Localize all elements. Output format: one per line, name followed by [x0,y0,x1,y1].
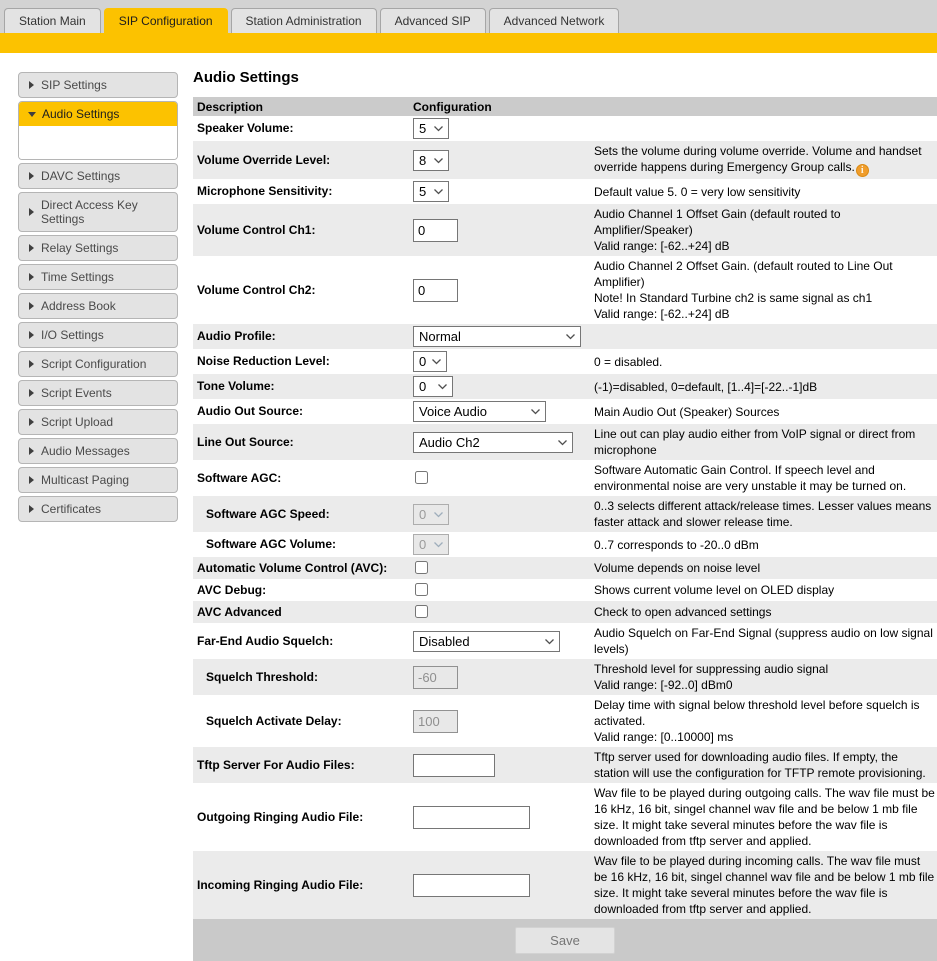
chevron-right-icon [29,505,34,513]
select-value: 5 [419,121,427,136]
tab-advanced-sip[interactable]: Advanced SIP [380,8,486,33]
row-label: Outgoing Ringing Audio File: [197,809,364,824]
tftp-server-for-audio-files-input[interactable] [413,754,495,777]
row-config-cell [413,118,594,139]
table-row [193,116,937,141]
content-panel [193,53,937,961]
tab-station-main[interactable]: Station Main [4,8,101,33]
page-title: Audio Settings [193,69,299,86]
table-row [193,141,937,179]
row-label: Speaker Volume: [197,121,294,135]
squelch-threshold-input [413,666,458,689]
chevron-down-icon [557,439,568,446]
note-text: Valid range: [-62..+24] dB [594,307,730,321]
note-text: Valid range: [-92..0] dBm0 [594,678,733,692]
note-text: Audio Squelch on Far-End Signal (suppress audio on low signal levels) [594,626,933,656]
note-text: 0..3 selects different attack/release times. Lesser values means faster attack and slower release time. [594,499,932,529]
note-text: Wav file to be played during incoming calls. The wav file must be 16 kHz, 16 bit, singel channel wav file and be below 1 mb file size. It might take several minutes before the wav file is downloaded from tftp server and applied. [594,854,935,916]
note-text: Note! In Standard Turbine ch2 is same signal as ch1 [594,291,873,305]
sidebar-item-label: I/O Settings [41,328,104,342]
row-note [594,206,937,254]
table-row [193,601,937,623]
table-row [193,783,937,851]
row-note [594,749,937,781]
save-button[interactable]: Save [515,927,615,954]
note-text: Valid range: [0..10000] ms [594,730,734,744]
chevron-down-icon [565,333,576,340]
audio-profile-select[interactable] [413,326,581,347]
row-label: Tone Volume: [197,379,275,393]
row-note [594,853,937,917]
sidebar-item-label: DAVC Settings [41,169,121,183]
automatic-volume-control-avc-checkbox[interactable] [415,561,428,574]
select-value: 0 [419,354,427,369]
row-label: Volume Override Level: [197,152,331,167]
sidebar-item-label: Direct Access Key Settings [41,198,138,226]
row-label: Volume Control Ch2: [197,282,316,297]
sidebar-item-i-o-settings[interactable] [18,322,178,348]
note-text: (-1)=disabled, 0=default, [1..4]=[-22..-1]dB [594,379,818,394]
table-row [193,460,937,496]
sidebar-item-script-configuration[interactable] [18,351,178,377]
row-config-cell [413,401,594,422]
table-row [193,532,937,557]
row-note [594,258,937,322]
table-row [193,659,937,695]
tab-advanced-network[interactable]: Advanced Network [489,8,620,33]
tab-bar [0,0,937,33]
row-label: Volume Control Ch1: [197,222,316,237]
chevron-right-icon [29,81,34,89]
sidebar-group-audio-settings [18,101,178,160]
row-label: Line Out Source: [197,434,294,449]
row-label: Tftp Server For Audio Files: [197,757,355,772]
row-config-cell [413,181,594,202]
row-label: Microphone Sensitivity: [197,184,333,198]
sidebar-item-label: Time Settings [41,270,114,284]
row-note [594,604,937,620]
chevron-right-icon [29,360,34,368]
row-label: Audio Profile: [197,329,276,343]
row-note [594,184,937,200]
speaker-volume-select[interactable] [413,118,449,139]
sidebar [18,72,178,525]
table-header [193,97,937,116]
table-row [193,747,937,783]
sidebar-item-label: Multicast Paging [41,473,130,487]
sidebar-item-relay-settings[interactable] [18,235,178,261]
sidebar-item-script-events[interactable] [18,380,178,406]
row-note [594,143,937,177]
note-text: Line out can play audio either from VoIP signal or direct from microphone [594,427,916,457]
row-config-cell [413,806,594,829]
row-note [594,560,937,576]
select-value: Disabled [419,633,470,649]
table-row [193,496,937,532]
table-row [193,399,937,424]
avc-debug-checkbox[interactable] [415,583,428,596]
chevron-right-icon [29,331,34,339]
note-text: Valid range: [-62..+24] dB [594,239,730,253]
table-row [193,349,937,374]
row-config-cell [413,279,594,302]
row-note [594,462,937,494]
chevron-down-icon [431,358,442,365]
col-header-description: Description [197,99,264,114]
row-config-cell [413,534,594,555]
outgoing-ringing-audio-file-input[interactable] [413,806,530,829]
select-value: 0 [419,537,427,552]
sidebar-item-label: Script Upload [41,415,114,429]
chevron-down-icon [28,112,36,117]
sidebar-item-label: Relay Settings [41,241,119,255]
note-text: Tftp server used for downloading audio files. If empty, the station will use the configuration for TFTP remote provisioning. [594,750,926,780]
avc-advanced-checkbox[interactable] [415,605,428,618]
software-agc-speed-select [413,504,449,525]
row-config-cell [413,432,594,453]
row-label: Software AGC Volume: [206,537,337,551]
volume-override-level-select[interactable] [413,150,449,171]
note-text: 0..7 corresponds to -20..0 dBm [594,537,759,552]
table-row [193,204,937,256]
select-value: 8 [419,152,427,168]
tone-volume-select[interactable] [413,376,453,397]
row-note [594,582,937,598]
chevron-down-icon [530,408,541,415]
note-text: Software Automatic Gain Control. If speech level and environmental noise are very unstable it may be turned on. [594,463,907,493]
chevron-right-icon [29,447,34,455]
row-config-cell [413,469,594,487]
row-config-cell [413,581,594,599]
row-config-cell [413,150,594,171]
row-config-cell [413,631,594,652]
chevron-right-icon [29,208,34,216]
table-row [193,424,937,460]
note-text: Threshold level for suppressing audio signal [594,662,829,676]
note-text: 0 = disabled. [594,354,663,369]
row-label: Far-End Audio Squelch: [197,633,334,648]
row-config-cell [413,219,594,242]
sidebar-item-time-settings[interactable] [18,264,178,290]
volume-control-ch1-input[interactable] [413,219,458,242]
row-note [594,697,937,745]
sidebar-item-label: Certificates [41,502,102,516]
row-label: Noise Reduction Level: [197,354,330,368]
note-text: Check to open advanced settings [594,605,772,619]
chevron-right-icon [29,273,34,281]
row-label: Squelch Threshold: [206,669,319,684]
chevron-right-icon [29,389,34,397]
sidebar-item-script-upload[interactable] [18,409,178,435]
chevron-down-icon [433,541,444,548]
sidebar-item-audio-messages[interactable] [18,438,178,464]
row-config-cell [413,504,594,525]
table-row [193,256,937,324]
chevron-down-icon [433,125,444,132]
table-row [193,557,937,579]
sidebar-item-address-book[interactable] [18,293,178,319]
chevron-down-icon [437,383,448,390]
row-label: Software AGC Speed: [206,506,330,521]
sidebar-item-label: Script Events [41,386,112,400]
audio-out-source-select[interactable] [413,401,546,422]
row-label: Squelch Activate Delay: [206,713,342,728]
row-config-cell [413,710,594,733]
table-row [193,579,937,601]
select-value: 0 [419,379,427,394]
tab-sip-configuration[interactable]: SIP Configuration [104,8,228,33]
sidebar-item-multicast-paging[interactable] [18,467,178,493]
row-note [594,426,937,458]
col-header-configuration: Configuration [413,99,492,114]
row-label: Software AGC: [197,470,282,485]
sidebar-item-label: SIP Settings [41,78,107,92]
row-config-cell [413,326,594,347]
table-row [193,179,937,204]
note-text: Volume depends on noise level [594,561,761,575]
row-note [594,379,937,395]
note-text: Audio Channel 2 Offset Gain. (default routed to Line Out Amplifier) [594,259,893,289]
incoming-ringing-audio-file-input[interactable] [413,874,530,897]
software-agc-checkbox[interactable] [415,471,428,484]
note-text: Audio Channel 1 Offset Gain (default routed to Amplifier/Speaker) [594,207,841,237]
table-row [193,324,937,349]
note-text: Delay time with signal below threshold level before squelch is activated. [594,698,920,728]
row-label: Audio Out Source: [197,404,303,418]
sidebar-item-audio-settings[interactable] [19,102,177,126]
note-text: Wav file to be played during outgoing calls. The wav file must be 16 kHz, 16 bit, singel channel wav file and be below 1 mb file size. It might take several minutes before the wav file is downloaded from tftp server and applied. [594,786,935,848]
select-value: 0 [419,506,427,522]
select-value: Audio Ch2 [419,434,480,450]
row-label: Automatic Volume Control (AVC): [197,560,388,575]
sidebar-item-direct-access-key-settings[interactable] [18,192,178,232]
row-note [594,404,937,420]
chevron-down-icon [433,188,444,195]
brand-bar [0,33,937,53]
row-note [594,661,937,693]
row-note [594,537,937,553]
volume-control-ch2-input[interactable] [413,279,458,302]
select-value: Voice Audio [419,404,487,419]
settings-table [193,97,937,961]
chevron-down-icon [544,638,555,645]
row-config-cell [413,754,594,777]
table-row [193,695,937,747]
row-note [594,625,937,657]
row-config-cell [413,666,594,689]
far-end-audio-squelch-select[interactable] [413,631,560,652]
sidebar-item-label: Audio Messages [41,444,130,458]
row-note [594,785,937,849]
sidebar-group-body [19,126,177,159]
sidebar-item-davc-settings[interactable] [18,163,178,189]
chevron-right-icon [29,418,34,426]
row-label: AVC Debug: [197,582,267,597]
chevron-down-icon [433,511,444,518]
select-value: Normal [419,329,461,344]
table-row [193,851,937,919]
chevron-right-icon [29,244,34,252]
table-row [193,623,937,659]
sidebar-item-sip-settings[interactable] [18,72,178,98]
row-note [594,354,937,370]
noise-reduction-level-select[interactable] [413,351,447,372]
chevron-right-icon [29,302,34,310]
save-row [193,919,937,961]
table-row [193,374,937,399]
row-label: AVC Advanced [197,604,282,619]
row-config-cell [413,351,594,372]
note-text: Shows current volume level on OLED display [594,583,835,597]
row-config-cell [413,874,594,897]
squelch-activate-delay-input [413,710,458,733]
microphone-sensitivity-select[interactable] [413,181,449,202]
sidebar-item-label: Script Configuration [41,357,147,371]
sidebar-item-certificates[interactable] [18,496,178,522]
row-label: Incoming Ringing Audio File: [197,877,364,892]
row-note [594,498,937,530]
sidebar-item-label: Audio Settings [42,107,120,121]
chevron-right-icon [29,476,34,484]
software-agc-volume-select [413,534,449,555]
select-value: 5 [419,184,427,199]
sidebar-item-label: Address Book [41,299,116,313]
line-out-source-select[interactable] [413,432,573,453]
chevron-down-icon [433,157,444,164]
row-config-cell [413,603,594,621]
note-text: Main Audio Out (Speaker) Sources [594,404,780,419]
note-text: Default value 5. 0 = very low sensitivity [594,184,801,199]
row-config-cell [413,559,594,577]
chevron-right-icon [29,172,34,180]
tab-station-administration[interactable]: Station Administration [231,8,377,33]
note-text: Sets the volume during volume override. Volume and handset override happens during Emergency Group calls. [594,144,922,174]
info-icon[interactable]: i [856,164,869,177]
row-config-cell [413,376,594,397]
